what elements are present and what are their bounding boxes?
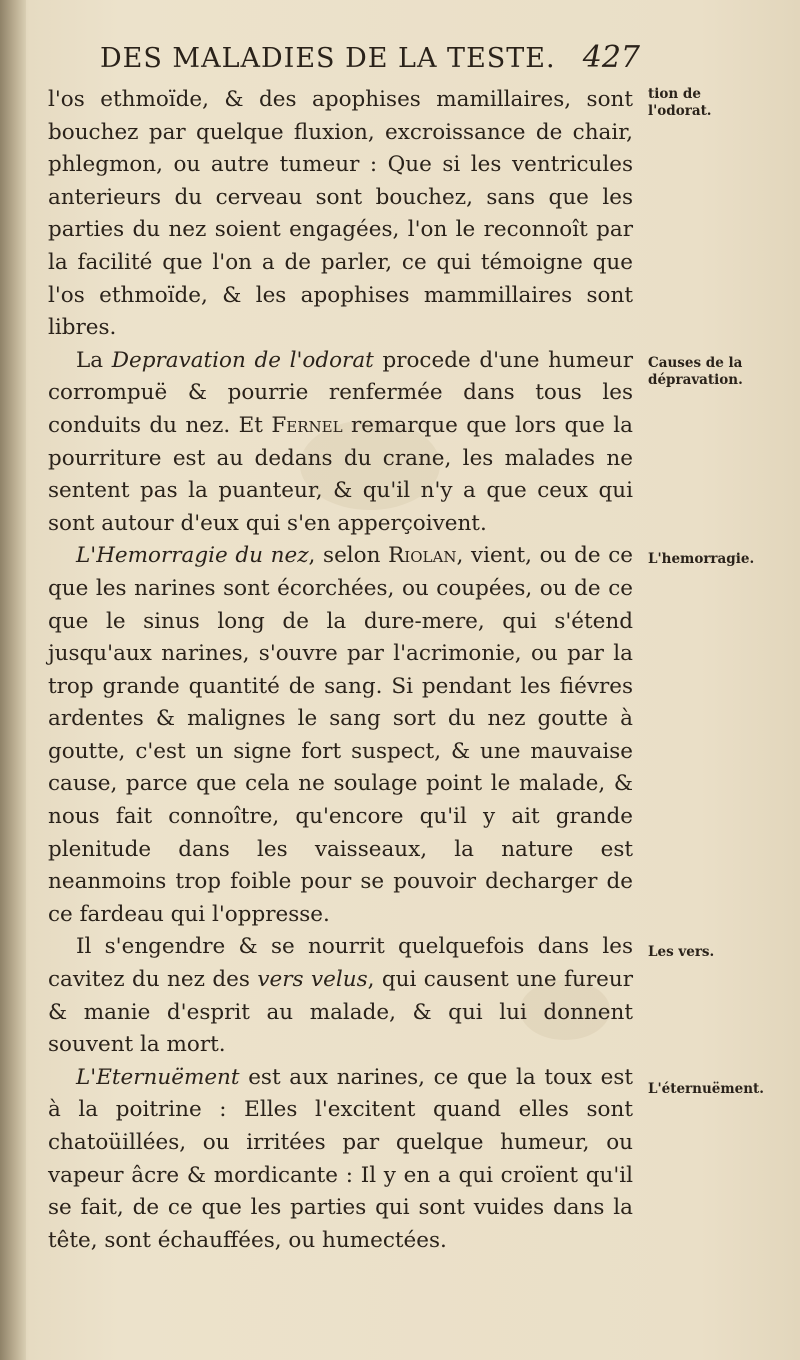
term-worms: vers velus bbox=[257, 967, 368, 993]
paragraph-depravation: La Depravation de l'odorat procede d'une humeur corrompuë & pourrie renfermée dans tous les conduits du nez. Et Fernel remarque que lors que la pourriture est au dedans du crane, les malades ne sentent pas la puanteur, & qu'il n'y a que ceux qui sont autour d'eux qui s'en apperçoivent. bbox=[48, 347, 633, 536]
main-text bbox=[48, 84, 633, 1257]
paragraph-sneezing: L'Eternuëment est aux narines, ce que la toux est à la poitrine : Elles l'excitent quand elles sont chatoüillées, ou irritées par quelque humeur, ou vapeur âcre & mordicante : Il y en a qui croïent qu'il se fait, de ce que les parties qui sont vuides dans la tête, sont échauffées, ou humectées. bbox=[48, 1064, 633, 1253]
author-name: Riolan bbox=[388, 543, 457, 569]
margin-note-depravation: Causes de la dépravation. bbox=[648, 355, 743, 388]
page-number: 427 bbox=[582, 40, 640, 75]
page-gutter bbox=[0, 0, 26, 1360]
author-name: Fernel bbox=[271, 412, 343, 438]
margin-note-hemorrhage: L'hemorragie. bbox=[648, 551, 755, 567]
term-hemorrhage: L'Hemorragie du nez bbox=[76, 543, 309, 569]
paragraph-ethmoid: l'os ethmoïde, & des apophises mamillaires, sont bouchez par quelque fluxion, excroissance de chair, phlegmon, ou autre tumeur : Que si les ventricules anterieurs du cerveau sont bouchez, sans que les parties du nez soient engagées, l'on le reconnoît par la facilité que l'on a de parler, ce qui témoigne que l'os ethmoïde, & les apophises mammillaires sont libres. bbox=[48, 87, 633, 341]
margin-note-sneezing: L'éternuëment. bbox=[648, 1081, 764, 1097]
margin-note-worms: Les vers. bbox=[648, 944, 715, 960]
paragraph-worms: Il s'engendre & se nourrit quelquefois dans les cavitez du nez des vers velus, qui causent une fureur & manie d'esprit au malade, & qui lui donnent souvent la mort. bbox=[48, 934, 633, 1058]
running-title: DES MALADIES DE LA TESTE. bbox=[100, 43, 556, 74]
term-sneezing: L'Eternuëment bbox=[76, 1064, 240, 1090]
page-header bbox=[100, 40, 640, 84]
margin-note-odorat: tion de l'odorat. bbox=[648, 86, 712, 119]
term-depravation: Depravation de l'odorat bbox=[111, 347, 374, 373]
paragraph-hemorrhage: L'Hemorragie du nez, selon Riolan, vient, ou de ce que les narines sont écorchées, ou coupées, ou de ce que le sinus long de la dure-mere, qui s'étend jusqu'aux narines, s'ouvre par l'acrimonie, ou par la trop grande quantité de sang. Si pendant les fiévres ardentes & malignes le sang sort du nez goutte à goutte, c'est un signe fort suspect, & une mauvaise cause, parce que cela ne soulage point le malade, & nous fait connoître, qu'encore qu'il y ait grande plenitude dans les vaisseaux, la nature est neanmoins trop foible pour se pouvoir decharger de ce fardeau qui l'oppresse. bbox=[48, 543, 633, 927]
